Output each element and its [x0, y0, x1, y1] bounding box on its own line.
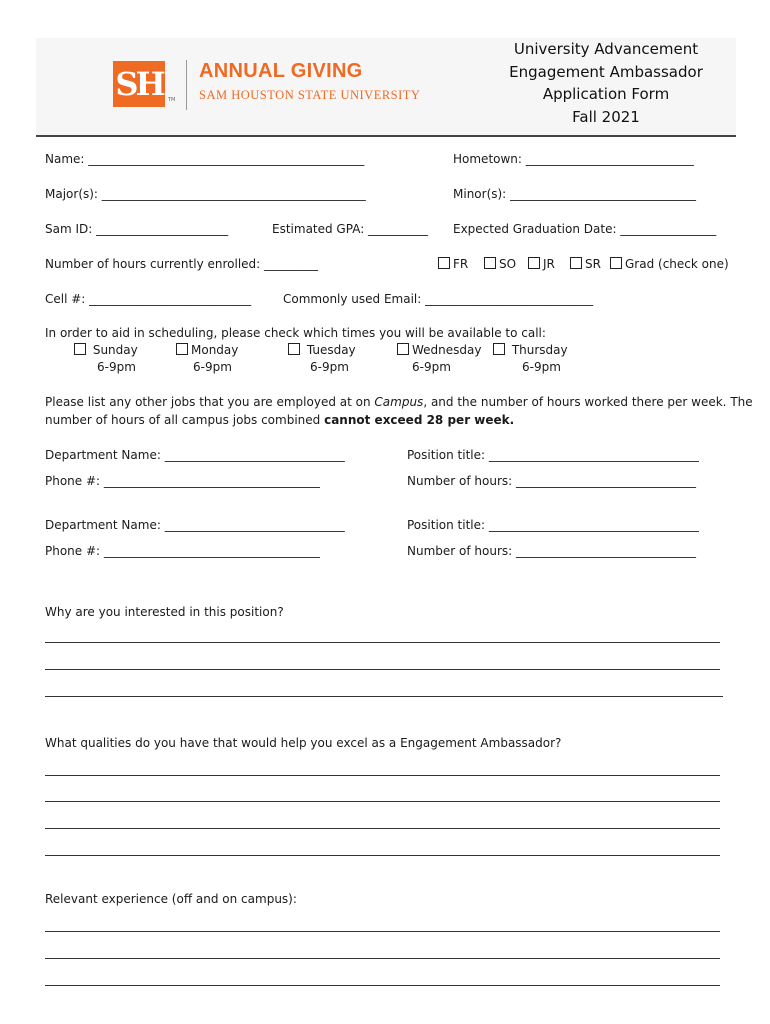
email-field[interactable]: Commonly used Email: ____________________________	[283, 292, 594, 306]
time-label: 6-9pm	[412, 360, 451, 374]
answer-line[interactable]	[45, 855, 720, 856]
form-title-line: Fall 2021	[572, 107, 640, 126]
class-option-label: SO	[499, 257, 517, 271]
schedule-day-sunday[interactable]	[74, 343, 138, 357]
interest-question: Why are you interested in this position?	[45, 605, 284, 619]
job2-phone-field[interactable]: Phone #: ____________________________________	[45, 544, 320, 558]
graduation-date-field[interactable]: Expected Graduation Date: ________________	[453, 222, 717, 236]
jobs-intro-limit: cannot exceed 28 per week.	[324, 413, 515, 427]
form-title	[500, 38, 712, 128]
majors-field[interactable]: Major(s): ____________________________________________	[45, 187, 366, 201]
logo-divider	[186, 60, 187, 110]
job1-hours-field[interactable]: Number of hours: ______________________________	[407, 474, 696, 488]
checkbox-icon[interactable]	[397, 343, 409, 355]
time-label: 6-9pm	[97, 360, 136, 374]
class-option-sr[interactable]	[570, 257, 601, 271]
checkbox-icon[interactable]	[484, 257, 496, 269]
day-label: Tuesday	[306, 343, 356, 357]
answer-line[interactable]	[45, 828, 720, 829]
jobs-intro-text: number of hours of all campus jobs combined	[45, 413, 325, 427]
class-option-so[interactable]	[484, 257, 516, 271]
job2-department-field[interactable]: Department Name: ______________________________	[45, 518, 345, 532]
day-label: Sunday	[92, 343, 138, 357]
form-title-line: Engagement Ambassador	[509, 62, 703, 81]
answer-line[interactable]	[45, 642, 720, 643]
minors-field[interactable]: Minor(s): _______________________________	[453, 187, 697, 201]
shsu-logo-mark: SH	[113, 61, 165, 107]
answer-line[interactable]	[45, 775, 720, 776]
job1-phone-field[interactable]: Phone #: ____________________________________	[45, 474, 320, 488]
job2-position-field[interactable]: Position title: ___________________________________	[407, 518, 699, 532]
jobs-intro-text: , and the number of hours worked there per week. The	[423, 395, 753, 409]
checkbox-icon[interactable]	[288, 343, 300, 355]
day-label: Wednesday	[412, 343, 482, 357]
qualities-question: What qualities do you have that would help you excel as a Engagement Ambassador?	[45, 736, 562, 750]
answer-line[interactable]	[45, 669, 720, 670]
checkbox-icon[interactable]	[493, 343, 505, 355]
schedule-day-thursday[interactable]	[493, 343, 568, 357]
checkbox-icon[interactable]	[438, 257, 450, 269]
job1-position-field[interactable]: Position title: ___________________________________	[407, 448, 699, 462]
answer-line[interactable]	[45, 801, 720, 802]
class-option-fr[interactable]	[438, 257, 468, 271]
name-field[interactable]: Name: ______________________________________________	[45, 152, 365, 166]
day-label: Monday	[191, 343, 239, 357]
hours-enrolled-field[interactable]: Number of hours currently enrolled: _________	[45, 257, 319, 271]
jobs-intro-campus: Campus	[374, 395, 424, 409]
time-label: 6-9pm	[522, 360, 561, 374]
job1-department-field[interactable]: Department Name: ______________________________	[45, 448, 345, 462]
jobs-intro-text: Please list any other jobs that you are employed at on	[45, 395, 375, 409]
jobs-intro-line-1	[45, 395, 753, 409]
class-option-jr[interactable]	[528, 257, 555, 271]
class-option-label: JR	[543, 257, 555, 271]
form-title-line: Application Form	[542, 85, 670, 103]
answer-line[interactable]	[45, 985, 720, 986]
gpa-field[interactable]: Estimated GPA: __________	[272, 222, 429, 236]
class-option-label: FR	[453, 257, 469, 271]
brand-title: ANNUAL GIVING	[199, 60, 363, 82]
checkbox-icon[interactable]	[570, 257, 582, 269]
time-label: 6-9pm	[310, 360, 349, 374]
schedule-day-monday[interactable]	[176, 343, 238, 357]
checkbox-icon[interactable]	[610, 257, 622, 269]
checkbox-icon[interactable]	[176, 343, 188, 355]
experience-question: Relevant experience (off and on campus):	[45, 892, 297, 906]
day-label: Thursday	[511, 343, 568, 357]
schedule-prompt: In order to aid in scheduling, please check which times you will be available to call:	[45, 326, 546, 340]
brand-subtitle: SAM HOUSTON STATE UNIVERSITY	[199, 88, 421, 102]
sam-id-field[interactable]: Sam ID: ______________________	[45, 222, 229, 236]
checkbox-icon[interactable]	[74, 343, 86, 355]
cell-field[interactable]: Cell #: ___________________________	[45, 292, 252, 306]
hometown-field[interactable]: Hometown: ____________________________	[453, 152, 694, 166]
answer-line[interactable]	[45, 696, 723, 697]
class-option-label: SR	[585, 257, 601, 271]
schedule-day-wednesday[interactable]	[397, 343, 481, 357]
checkbox-icon[interactable]	[528, 257, 540, 269]
jobs-intro-line-2	[45, 413, 514, 427]
class-option-label: Grad (check one)	[625, 257, 729, 271]
answer-line[interactable]	[45, 958, 720, 959]
trademark-symbol: TM	[168, 97, 176, 103]
schedule-day-tuesday[interactable]	[288, 343, 356, 357]
time-label: 6-9pm	[193, 360, 232, 374]
answer-line[interactable]	[45, 931, 720, 932]
form-title-line: University Advancement	[513, 40, 699, 58]
class-option-grad[interactable]	[610, 257, 729, 271]
job2-hours-field[interactable]: Number of hours: ______________________________	[407, 544, 696, 558]
